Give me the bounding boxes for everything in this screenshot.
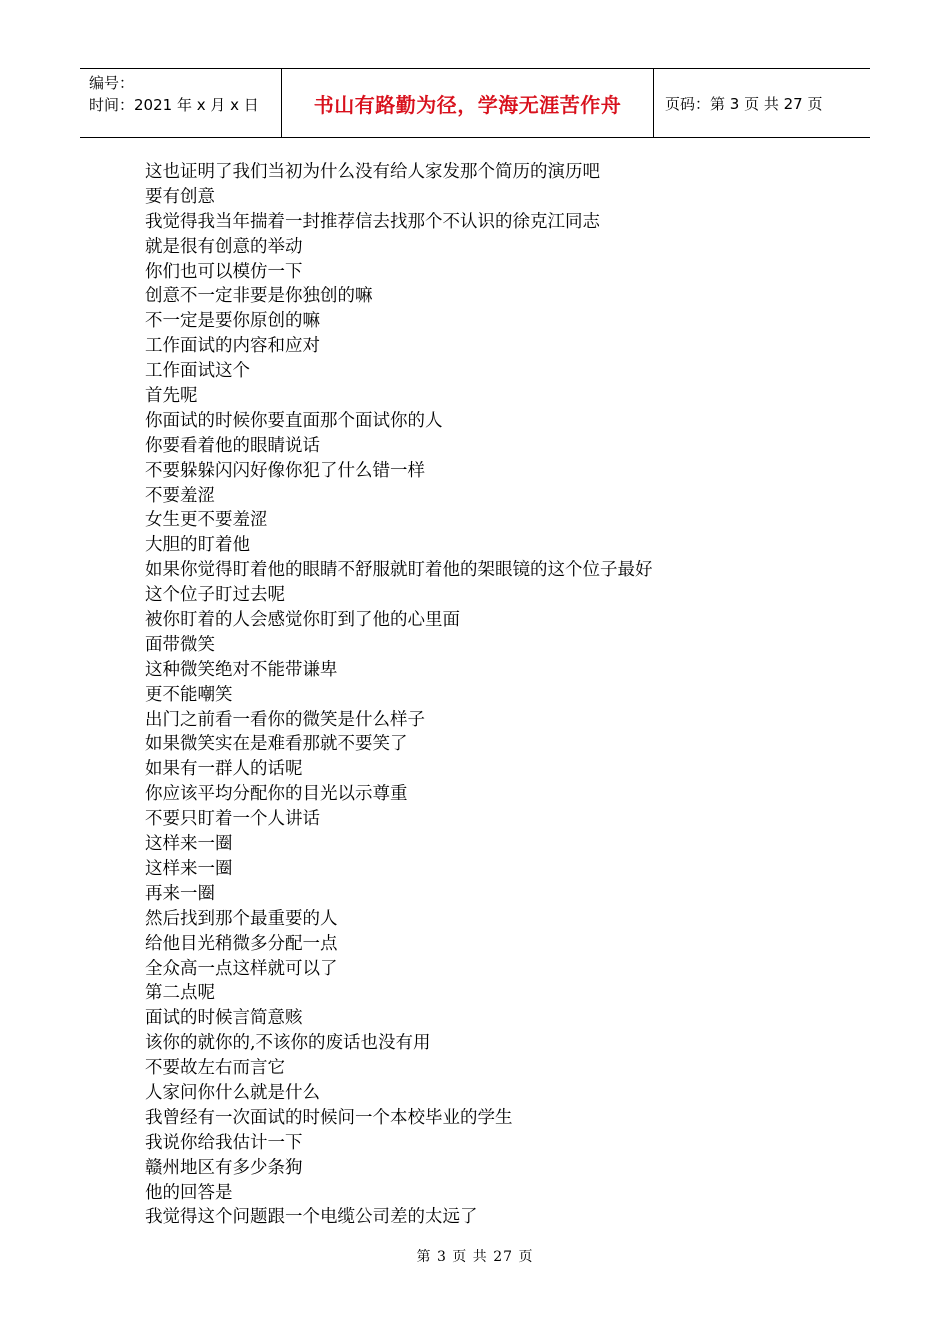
- text-line: 首先呢: [145, 386, 198, 407]
- page-label: 页码：第 3 页 共 27 页: [665, 94, 823, 113]
- text-line: 我觉得我当年揣着一封推荐信去找那个不认识的徐克江同志: [145, 211, 600, 232]
- text-line: 然后找到那个最重要的人: [145, 908, 338, 929]
- text-line: 就是很有创意的举动: [145, 236, 303, 257]
- text-line: 你应该平均分配你的目光以示尊重: [145, 784, 408, 805]
- time-label: 时间：2021 年 x 月 x 日: [89, 96, 259, 114]
- text-line: 不要故左右而言它: [145, 1058, 285, 1079]
- text-line: 这样来一圈: [145, 858, 233, 879]
- text-line: 不要羞涩: [145, 485, 215, 506]
- number-label: 编号：: [89, 74, 135, 92]
- text-line: 如果你觉得盯着他的眼睛不舒服就盯着他的架眼镜的这个位子最好: [145, 560, 653, 581]
- text-line: 不要只盯着一个人讲话: [145, 809, 320, 830]
- text-line: 我说你给我估计一下: [145, 1132, 303, 1153]
- text-line: 工作面试这个: [145, 361, 250, 382]
- text-line: 这样来一圈: [145, 834, 233, 855]
- text-line: 创意不一定非要是你独创的嘛: [145, 286, 373, 307]
- text-line: 女生更不要羞涩: [145, 510, 268, 531]
- text-line: 赣州地区有多少条狗: [145, 1157, 303, 1178]
- text-line: 人家问你什么就是什么: [145, 1082, 320, 1103]
- header-motto-cell: [282, 69, 654, 137]
- text-line: 该你的就你的,不该你的废话也没有用: [145, 1033, 431, 1054]
- text-line: 面试的时候言简意赅: [145, 1008, 303, 1029]
- text-line: 被你盯着的人会感觉你盯到了他的心里面: [145, 610, 460, 631]
- text-line: 工作面试的内容和应对: [145, 336, 320, 357]
- text-line: 要有创意: [145, 186, 215, 207]
- text-line: 大胆的盯着他: [145, 535, 250, 556]
- text-line: 不要躲躲闪闪好像你犯了什么错一样: [145, 460, 425, 481]
- text-line: 这个位子盯过去呢: [145, 585, 285, 606]
- text-line: 更不能嘲笑: [145, 684, 233, 705]
- text-line: 如果微笑实在是难看那就不要笑了: [145, 734, 408, 755]
- text-line: 这也证明了我们当初为什么没有给人家发那个简历的演历吧: [145, 162, 600, 182]
- motto-text: 书山有路勤为径，学海无涯苦作舟: [313, 92, 622, 117]
- text-line: 面带微笑: [145, 634, 215, 655]
- text-line: 如果有一群人的话呢: [145, 759, 303, 780]
- text-line: 你面试的时候你要直面那个面试你的人: [145, 410, 443, 431]
- text-line: 全众高一点这样就可以了: [145, 958, 338, 979]
- page-footer: 第 3 页 共 27 页: [416, 1249, 534, 1265]
- document-body: [145, 160, 865, 1230]
- text-line: 第二点呢: [145, 983, 215, 1004]
- text-line: 这种微笑绝对不能带谦卑: [145, 659, 338, 680]
- text-line: 你们也可以模仿一下: [145, 261, 303, 282]
- text-line: 不一定是要你原创的嘛: [145, 311, 320, 332]
- text-line: 我曾经有一次面试的时候问一个本校毕业的学生: [145, 1107, 513, 1128]
- header-page-cell: [654, 69, 870, 137]
- header-meta-cell: [80, 69, 282, 137]
- header-table: [80, 68, 870, 138]
- text-line: 他的回答是: [145, 1182, 233, 1203]
- text-line: 给他目光稍微多分配一点: [145, 933, 338, 954]
- text-line: 我觉得这个问题跟一个电缆公司差的太远了: [145, 1207, 478, 1228]
- text-line: 你要看着他的眼睛说话: [145, 435, 320, 456]
- text-line: 再来一圈: [145, 883, 215, 904]
- text-line: 出门之前看一看你的微笑是什么样子: [145, 709, 425, 730]
